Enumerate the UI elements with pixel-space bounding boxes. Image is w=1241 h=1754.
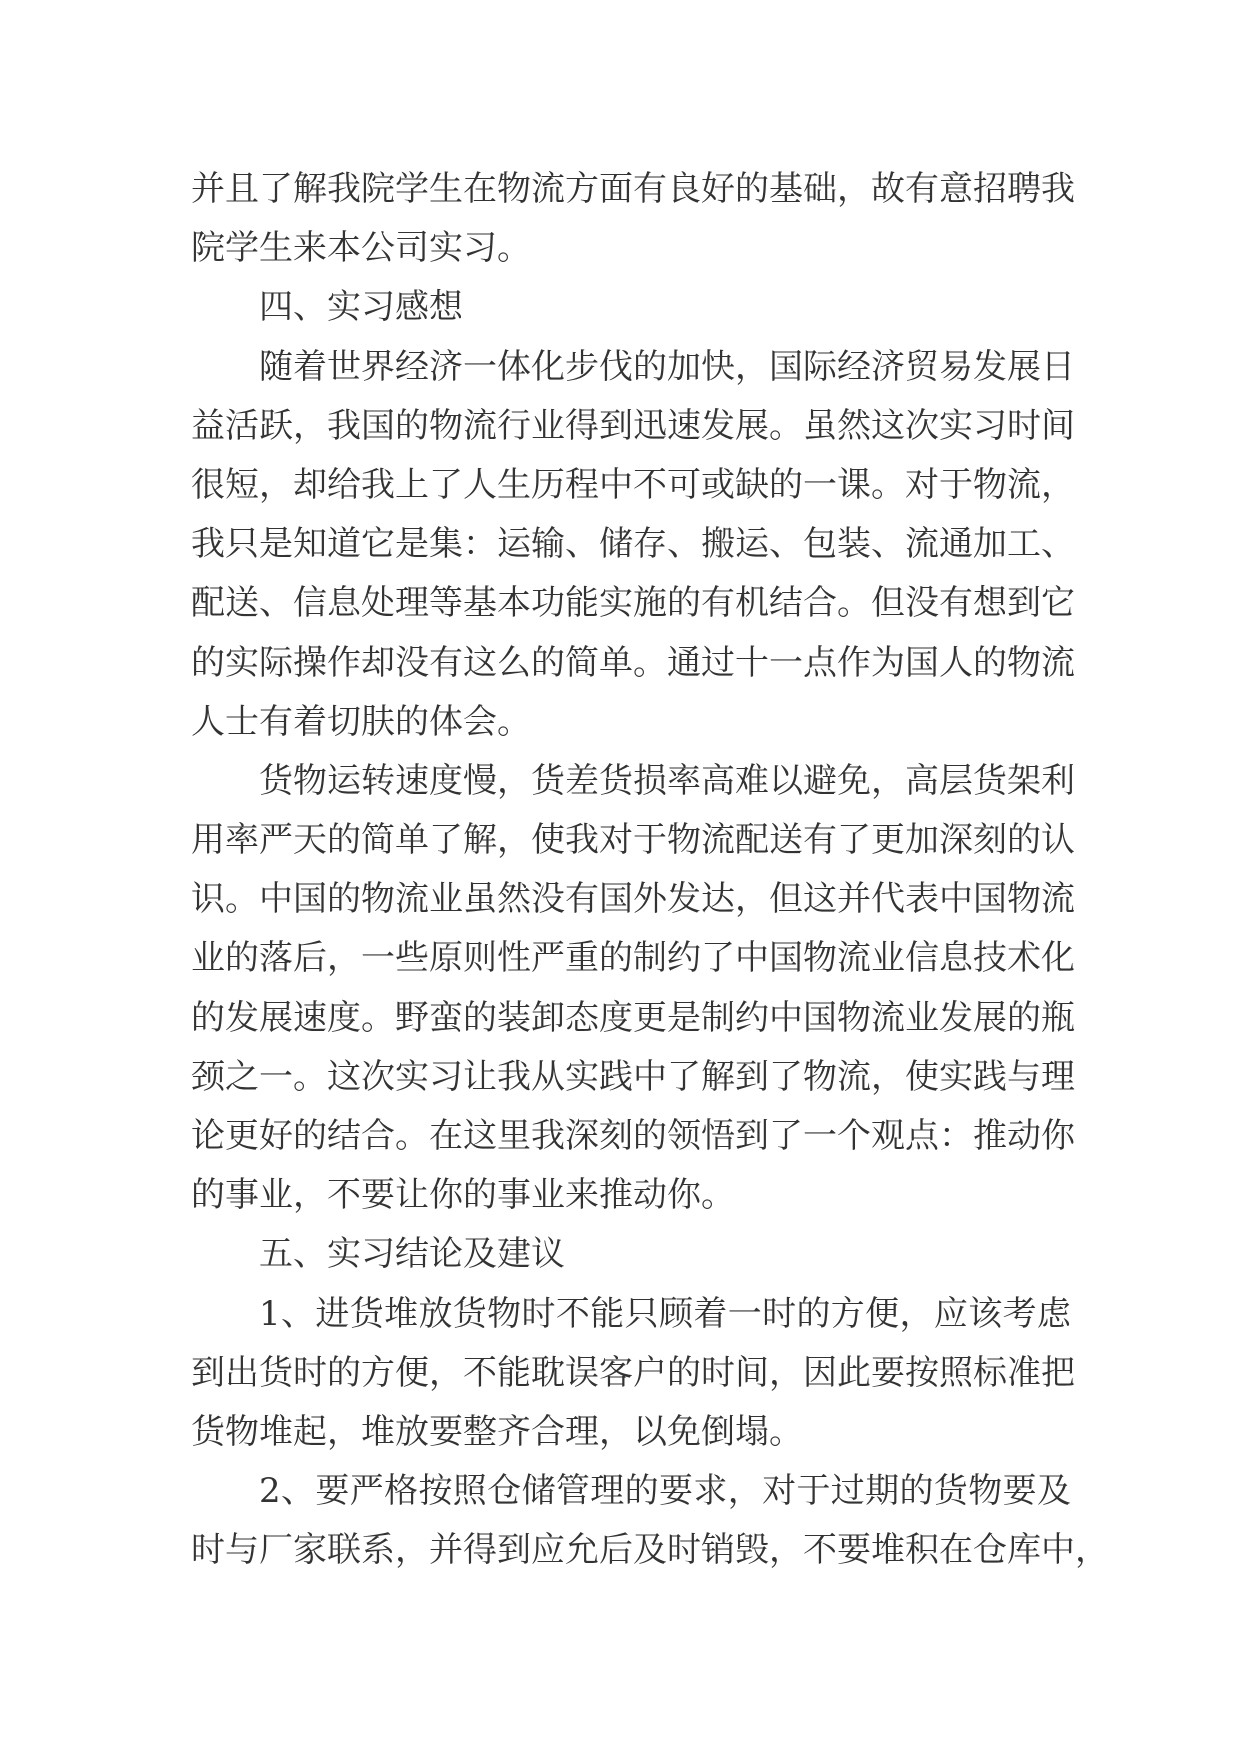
text-line: 我只是知道它是集：运输、储存、搬运、包装、流通加工、 [191,524,1075,565]
text-line: 1、进货堆放货物时不能只顾着一时的方便，应该考虑 [259,1293,1071,1334]
text-line: 识。中国的物流业虽然没有国外发达，但这并代表中国物流 [191,879,1075,920]
text-line: 的发展速度。野蛮的装卸态度更是制约中国物流业发展的瓶 [191,997,1075,1038]
text-line: 五、实习结论及建议 [259,1234,565,1275]
text-line: 配送、信息处理等基本功能实施的有机结合。但没有想到它 [191,583,1075,624]
text-line: 四、实习感想 [259,287,463,328]
text-line: 的实际操作却没有这么的简单。通过十一点作为国人的物流 [191,642,1075,683]
text-line: 的事业，不要让你的事业来推动你。 [191,1175,735,1216]
text-line: 时与厂家联系，并得到应允后及时销毁，不要堆积在仓库中， [191,1530,1109,1571]
text-line: 颈之一。这次实习让我从实践中了解到了物流，使实践与理 [191,1056,1075,1097]
text-line: 很短，却给我上了人生历程中不可或缺的一课。对于物流， [191,464,1075,505]
text-line: 随着世界经济一体化步伐的加快，国际经济贸易发展日 [259,346,1075,387]
text-line: 并且了解我院学生在物流方面有良好的基础，故有意招聘我 [191,169,1075,209]
text-line: 益活跃，我国的物流行业得到迅速发展。虽然这次实习时间 [191,405,1075,446]
text-line: 业的落后，一些原则性严重的制约了中国物流业信息技术化 [191,938,1075,979]
text-line: 2、要严格按照仓储管理的要求，对于过期的货物要及 [259,1471,1071,1512]
text-line: 货物堆起，堆放要整齐合理，以免倒塌。 [191,1411,803,1452]
body-text [191,160,1109,1581]
text-line: 人士有着切肤的体会。 [191,701,531,742]
text-line: 货物运转速度慢，货差货损率高难以避免，高层货架利 [259,760,1075,801]
text-line: 院学生来本公司实习。 [191,228,531,269]
text-line: 用率严天的简单了解，使我对于物流配送有了更加深刻的认 [191,820,1075,861]
text-line: 到出货时的方便，不能耽误客户的时间，因此要按照标准把 [191,1352,1075,1393]
text-line: 论更好的结合。在这里我深刻的领悟到了一个观点：推动你 [191,1116,1075,1156]
